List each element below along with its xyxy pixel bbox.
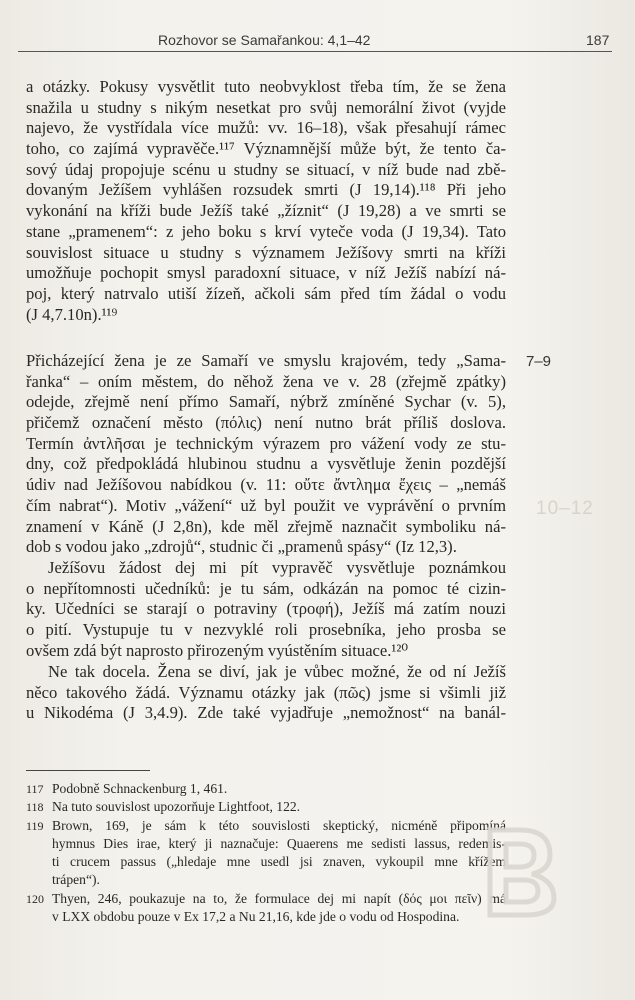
text-line: o nepřítomnosti učedníků: je tu sám, odkázán na pomoc té cizin-	[26, 578, 506, 598]
text-line: vykonání na kříži bude Ježíš také „žíznit“ (J 19,28) a ve smrti se	[26, 201, 506, 221]
text-line: Ježíšovu žádost dej mi pít vypravěč vysvětluje poznámkou	[48, 558, 506, 577]
text-line: něco takového žádá. Významu otázky jak (πῶς) jsme si všimli již	[26, 682, 506, 702]
bleed-through-reference: 10–12	[536, 498, 594, 519]
text-line: přičemž označení město (πόλις) není nutno brát příliš doslova.	[26, 413, 506, 433]
text-line: sový údaj propojuje scénu u studny se situací, v níž bude nad zbě-	[26, 159, 506, 179]
footnotes	[26, 780, 506, 926]
text-line: umožňuje pochopit smysl paradoxní situace, v níž Ježíš nabízí ná-	[26, 263, 506, 283]
paragraph-4	[26, 662, 506, 724]
footnote-rule	[26, 770, 150, 771]
text-line: o pití. Vystupuje tu v nezvyklé roli prosebníka, jeho prosba se	[26, 620, 506, 640]
text-line: stane „pramenem“: z jeho boku s krví vyteče voda (J 19,34). Tato	[26, 221, 506, 241]
footnote-number: 120	[26, 891, 44, 906]
text-line: u Nikodéma (J 3,4.9). Zde také vyjadřuje „nemožnost“ na banál-	[26, 703, 506, 723]
verse-reference: 7–9	[526, 353, 552, 370]
text-line: údiv nad Ježíšovou nabídkou (v. 11: οὔτε ἄντλημα ἔχεις – „nemáš	[26, 475, 506, 495]
footnote-line: Podobně Schnackenburg 1, 461.	[52, 781, 228, 796]
page-number: 187	[586, 32, 610, 48]
text-line: odejde, zřejmě není přímo Samaří, nýbrž zmíněné Sychar (v. 5),	[26, 392, 506, 412]
footnote-number: 119	[26, 818, 44, 833]
text-line: čím nabrat“). Motiv „vážení“ už byl použit ve vyprávění o prvním	[26, 495, 506, 515]
footnote-line: Thyen, 246, poukazuje na to, že formulace dej mi napít (δός μοι πεῖν) má	[52, 890, 506, 906]
footnote-117	[26, 780, 506, 798]
text-line: znamení v Káně (J 2,8n), kde měl zřejmě naznačit symboliku ná-	[26, 516, 506, 536]
library-stamp-watermark	[470, 820, 560, 920]
footnote-number: 118	[26, 800, 44, 815]
text-line: řanka“ – oním městem, do něhož žena ve v. 28 (zřejmě zpátky)	[26, 371, 506, 391]
text-line: toho, co zajímá vypravěče.¹¹⁷ Významnější může být, že tento ča-	[26, 139, 506, 159]
footnote-line: trápen“).	[52, 872, 100, 888]
text-line: (J 4,7.10n).¹¹⁹	[26, 304, 118, 324]
paragraph-2	[26, 351, 506, 558]
text-line: dny, což předpokládá hlubinou studnu a vysvětluje ženin pozdější	[26, 454, 506, 474]
header-rule	[18, 51, 612, 52]
paragraph-3	[26, 558, 506, 661]
footnote-120	[26, 890, 506, 927]
text-line: Termín ἀντλῆσαι je technickým výrazem pro vážení vody ze stu-	[26, 433, 506, 453]
text-line: poj, který natrvalo utiší žízeň, ačkoli sám před tím žádal o vodu	[26, 283, 506, 303]
paragraph-1	[26, 77, 506, 325]
text-line: dob s vodou jako „zdrojů“, studnic či „pramenů spásy“ (Iz 12,3).	[26, 537, 457, 557]
text-line: najevo, že vystřídala více mužů: vv. 16–18), však přesahují rámec	[26, 118, 506, 138]
footnote-line: Brown, 169, je sám k této souvislosti skeptický, nicméně připomíná	[52, 817, 506, 833]
footnote-line: hymnus Dies irae, který ji naznačuje: Quaerens me sedisti lassus, redemis-	[52, 835, 506, 851]
text-line: snažila u studny s nikým nesetkat pro svůj nemorální život (vyjde	[26, 97, 506, 117]
footnote-line: Na tuto souvislost upozorňuje Lightfoot, 122.	[52, 799, 301, 815]
text-line: souvislost situace u studny s významem Ježíšovy smrti na kříži	[26, 242, 506, 262]
text-line: a otázky. Pokusy vysvětlit tuto neobvyklost třeba tím, že se žena	[26, 77, 506, 96]
footnote-line: v LXX obdobu pouze v Ex 17,2 a Nu 21,16, kde jde o vodu od Hospodina.	[52, 909, 460, 925]
text-line: Ne tak docela. Žena se diví, jak je vůbec možné, že od ní Ježíš	[48, 662, 506, 681]
running-head: Rozhovor se Samařankou: 4,1–42	[158, 32, 371, 48]
text-line: ky. Učedníci se starají o potraviny (τροφή), Ježíš má zatím nouzi	[26, 599, 506, 619]
footnote-118	[26, 798, 506, 816]
text-line: Přicházející žena je ze Samaří ve smyslu krajovém, tedy „Sama-	[26, 351, 506, 370]
footnote-119	[26, 817, 506, 890]
footnote-line: ti crucem passus („hledaje mne usedl jsi znaven, vykoupil mne křížem	[52, 854, 506, 870]
text-line: ovšem zdá být naprosto přirozeným vyústěním situace.¹²⁰	[26, 640, 409, 660]
text-line: dovaným Ježíšem vyhlášen rozsudek smrti (J 19,14).¹¹⁸ Při jeho	[26, 180, 506, 200]
footnote-number: 117	[26, 782, 44, 796]
